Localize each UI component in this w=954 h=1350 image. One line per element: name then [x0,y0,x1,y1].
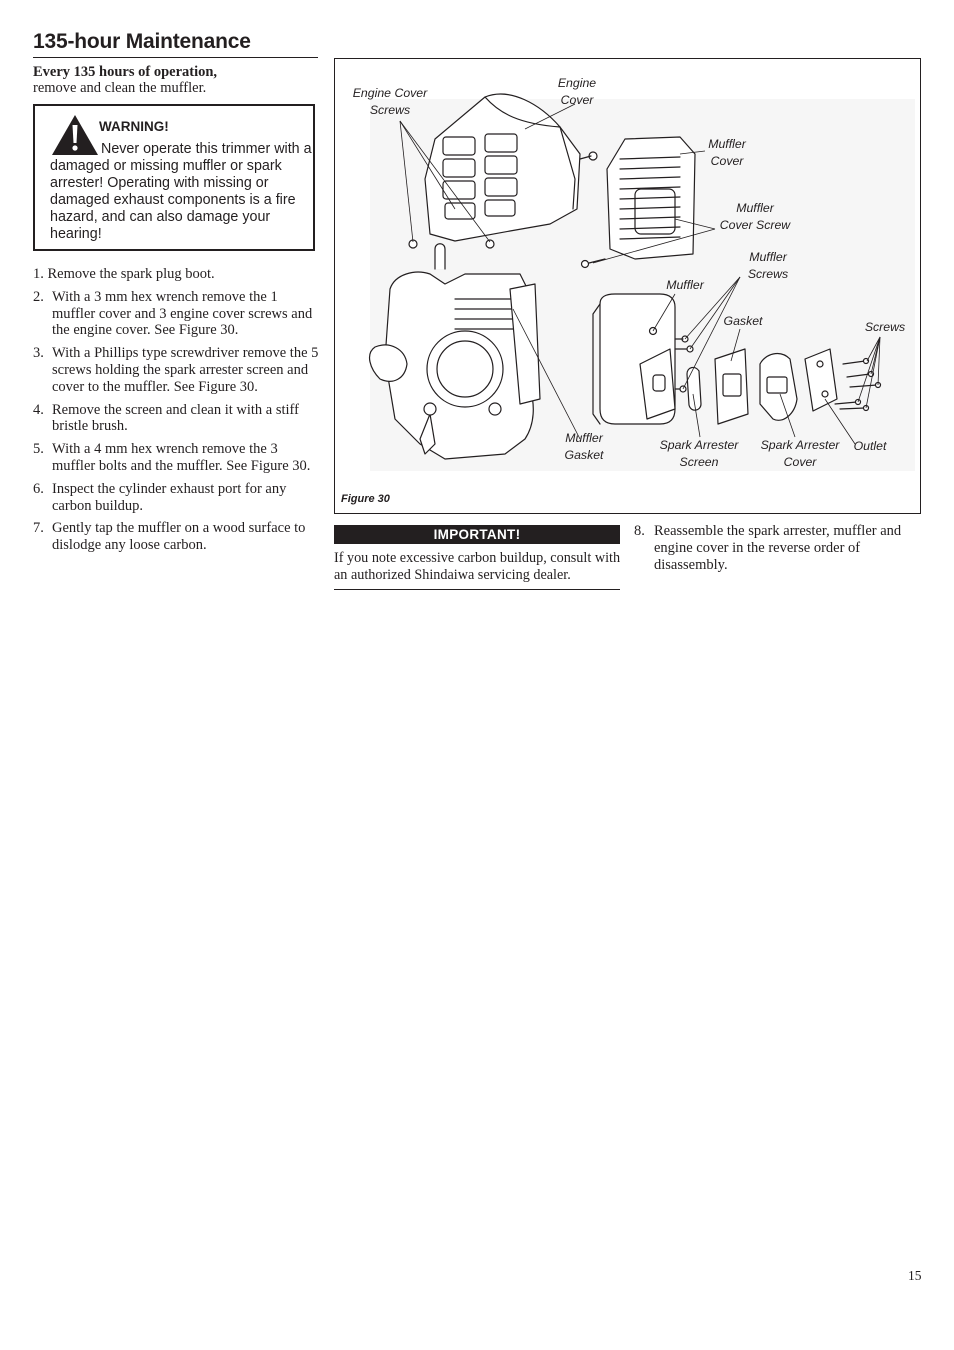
intro-paragraph [33,64,319,96]
important-rule [334,589,620,590]
page-title: 135-hour Maintenance [33,30,251,53]
label-muffler: Muffler [666,278,704,292]
step-number: 3. [33,345,44,362]
step-item [33,266,323,283]
step-text: Inspect the cylinder exhaust port for any carbon buildup. [52,480,287,514]
label-gasket: Gasket [723,314,763,328]
step-item [33,520,323,554]
step-item [33,402,323,436]
intro-text: remove and clean the muffler. [33,80,207,96]
step-number: 7. [33,520,44,537]
step-text: Remove the screen and clean it with a stiff bristle brush. [52,401,299,435]
label-muffler-cover: Muffler Cover [708,137,746,168]
step-number: 2. [33,288,44,305]
intro-bold: Every 135 hours of operation, [33,64,218,80]
spark-arrester-screen-drawing [687,367,701,410]
warning-title: WARNING! [99,119,169,134]
step-number: 6. [33,480,44,497]
label-spark-arrester-screen: Spark Arrester Screen [659,438,739,469]
step-text: With a 4 mm hex wrench remove the 3 muffler bolts and the muffler. See Figure 30. [52,441,311,474]
label-engine-cover: Engine Cover [557,76,597,107]
label-muffler-cover-screw: Muffler Cover Screw [719,201,791,232]
step-number: 1. [33,266,44,282]
page-number: 15 [908,1268,922,1283]
step-item [33,441,323,475]
step-item [33,345,323,395]
step-number: 8. [634,523,645,539]
step-item [33,481,323,515]
title-rule [33,57,318,58]
warning-text: Never operate this trimmer with a damaged or missing muffler or spark arrester! Operating with missing or damaged exhaust components is a fire hazard, and can also damage your hearing! [50,141,312,242]
step-text: Reassemble the spark arrester, muffler and engine cover in the reverse order of disassembly. [654,523,902,573]
label-muffler-gasket: Muffler Gasket [564,431,604,462]
important-header: IMPORTANT! [334,525,620,544]
important-text: If you note excessive carbon buildup, consult with an authorized Shindaiwa servicing dealer. [334,550,621,583]
warning-box [33,104,315,251]
step-text: Remove the spark plug boot. [47,266,215,282]
figure-caption: Figure 30 [341,493,390,505]
label-engine-cover-screws: Engine Cover Screws [352,86,428,117]
label-muffler-screws: Muffler Screws [747,250,789,281]
figure-30 [334,58,921,514]
step-number: 4. [33,401,44,418]
steps-list [33,266,323,560]
step-text: Gently tap the muffler on a wood surface to dislodge any loose carbon. [52,520,306,554]
label-spark-arrester-cover: Spark Arrester Cover [760,438,840,469]
label-outlet: Outlet [853,439,887,453]
step-text: With a 3 mm hex wrench remove the 1 muffler cover and 3 engine cover screws and the engine cover. See Figure 30. [52,288,313,339]
step-number: 5. [33,441,44,458]
step-item [33,289,323,339]
label-screws: Screws [864,320,906,334]
step-item [634,523,924,573]
step-text: With a Phillips type screwdriver remove the 5 screws holding the spark arrester screen and cover to the muffler. See Figure 30. [52,345,319,395]
